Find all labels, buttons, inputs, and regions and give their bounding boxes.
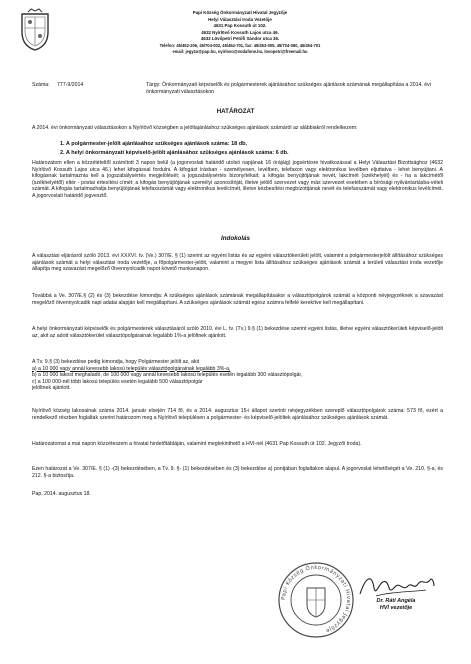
letterhead	[150, 10, 330, 56]
tv-outro: jelöltnek ajánlott.	[32, 385, 71, 392]
reasons-paragraph: A helyi önkormányzati képviselők és polgármesterek választásáról szóló 2010. évi L. tv. (Tv.) 9.§ (1) bekezdése szerint egyéni listás, illetve egyéni választókerületi képviselő-jelölt az, akit az adott választókerület választópolgárainak legalább 1%-a jelöltnek ajánlott.	[32, 326, 443, 339]
letterhead-line: Papi Község Önkormányzati Hivatal Jegyzője	[192, 10, 288, 15]
subject-line: Tárgy: Önkormányzati képviselők és polgármesterek ajánlásához szükséges ajánlások számának megállapítása a 2014. évi önkormányzati választásokon	[146, 82, 431, 95]
coat-of-arms-icon	[18, 8, 52, 52]
letterhead-line: Helyi Választási Iroda Vezetője	[208, 16, 272, 22]
case-number-value: 777-9/2014	[57, 82, 84, 88]
letterhead-line: email: jegyzo@pap.hu, nyirlovo@vodafone.hu, lovopetri@freemail.hu	[172, 49, 308, 54]
case-number-label: Száma:	[32, 82, 50, 88]
intro-paragraph: A 2014. évi önkormányzati választásokon a Nyírlövő községben a jelöltajánláshoz szükséges ajánlások számáról az alábbiakról rendelkezem:	[32, 125, 358, 131]
signatory-name: Dr. Ráti Angéla	[376, 598, 416, 604]
tv-section	[32, 359, 443, 392]
decision-item: 1. A polgármester-jelölt ajánlásához szükséges ajánlások száma: 18 db,	[60, 141, 247, 147]
tv-intro: A Tv. 9.§ (3) bekezdése pedig kimondja, hogy Polgármester jelölt az, akit	[32, 359, 200, 365]
official-stamp	[276, 560, 356, 640]
tv-item: b) a 10 000 lakost meghaladó, de 100 000 vagy annál kevesebb lakosú település esetén legalább 300 választópolgár,	[32, 372, 303, 379]
tv-item: a) a 10 000 vagy annál kevesebb lakosú település választópolgárainak legalább 3%-a,	[32, 365, 231, 372]
decision-list	[60, 140, 289, 158]
signatory-role: HVI vezetője	[379, 605, 413, 611]
case-number	[32, 82, 83, 88]
reasons-title: Indokolás	[221, 235, 250, 242]
appeal-paragraph: Határozatom ellen a közzétételtől számított 3 napon belül (a jogorvoslati határidő utolsó napjának 16 órájáig) jogsértésre hivatkozással a Helyi Választási Bizottsághoz (4632 Nyírlövő Kossuth Lajos utca 46.) lehet kifogással fordulni. A kifogást írásban - személyesen, levélben, telefaxon vagy elektronikus levélben eljuttatva - lehet benyújtani. A kifogásnak tartalmaznia kell a jogszabálysértés megjelölését; a jogszabálysértés bizonyítékait; a kifogás benyújtójának nevét, lakcímét (székhelyét) és - ha a lakcímétől (székhelyétől) eltér - postai értesítési címét; a kifogás benyújtójának személyi azonosítóját, illetve jelölő szervezet vagy más szervezet esetében a bírósági nyilvántartásba-vételi számát. A kifogás tartalmazhatja benyújtójának telefaxszámát vagy elektronikus levélcímét, illetve kézbesítési megbízottjának nevét és telefaxszámát vagy elektronikus levélcímét. A jogorvoslati határidő jogvesztő.	[32, 160, 443, 199]
letterhead-line: 4632 Nyírlövő Kossuth Lajos utca 46.	[201, 29, 279, 35]
signatory-block	[356, 598, 436, 612]
reasons-paragraph: Továbbá a Ve. 307/E.§ (2) és (3) bekezdése kimondja: A szükséges ajánlások számának megállapításakor a választópolgárok számát a központi névjegyzéknek a szavazást megelőző ötvennyolcadik napi adatai alapján kell megállapítani. A szükséges ajánlások számát egész számra felfelé kerekítve kell megállapítani.	[32, 293, 443, 306]
tv-item: c) a 100 000-nél több lakosú település esetén legalább 500 választópolgár	[32, 378, 203, 385]
svg-text:Papi Község Önkormányzati Hiva: Papi Község Önkormányzati Hivatal Jegyzője	[280, 564, 352, 634]
legal-basis-paragraph: Ezen határozat a Ve. 307/E. § (1) -(3) bekezdésében, a Tv. 9. §- (1) bekezdésében és (3) bekezdése a) pontjában foglaltakon alapul. A jogorvoslat lehetőségét a Ve. 210. §-a, és 212. §-a biztosítja.	[32, 466, 443, 479]
calculation-paragraph: Nyírlövő község lakosainak száma 2014. január elsején 714 fő, és a 2014. augusztus 15-i állapot szerinti névjegyzékben szereplő választópolgárok száma: 573 fő, ezért a rendelkező részben foglaltak szerint határozom meg a Nyírlövő településen a polgármester- és képviselő-jelöltek ajánlásához szükséges ajánlások számát.	[32, 408, 443, 421]
letterhead-line: 4633 Lövőpetri Petőfi Sándor utca 36.	[200, 36, 280, 41]
date-line: Pap, 2014. augusztus 18.	[32, 491, 91, 497]
document-title: HATÁROZAT	[216, 108, 255, 115]
reasons-paragraph: A választási eljárásról szóló 2013. évi XXXVI. tv. (Ve.) 307/E. § (1) szerint az egyéni listás és az egyéni választókerületi jelölt, valamint a polgármesterjelölt állításához szükséges ajánlások számát a helyi választási iroda vezetője, a főpolgármester-jelölt, valamint a megyei lista állításához szükséges ajánlások számát a területi választási iroda vezetője állapítja meg szavazást megelőző 0tvennyolcadik napot követő munkanapon.	[32, 253, 443, 273]
letterhead-line: Telefon: 45/452-206, 45/704-002, 45/454-701, fax: 45/453-005, 45/704-060, 45/454-701	[159, 42, 321, 48]
letterhead-line: 4631 Pap Kossuth út 102.	[213, 23, 267, 28]
decision-item: 2. A helyi önkormányzati képviselő-jelölt ajánlásához szükséges ajánlások száma: 6 db.	[60, 149, 289, 156]
publication-paragraph: Határozatomat a mai napon közzéteszem a hivatal hirdetőtábláján, valamint megtekinthető a HVI-nél (4631 Pap Kossuth út 102. Jegyzői Iroda).	[32, 441, 362, 447]
